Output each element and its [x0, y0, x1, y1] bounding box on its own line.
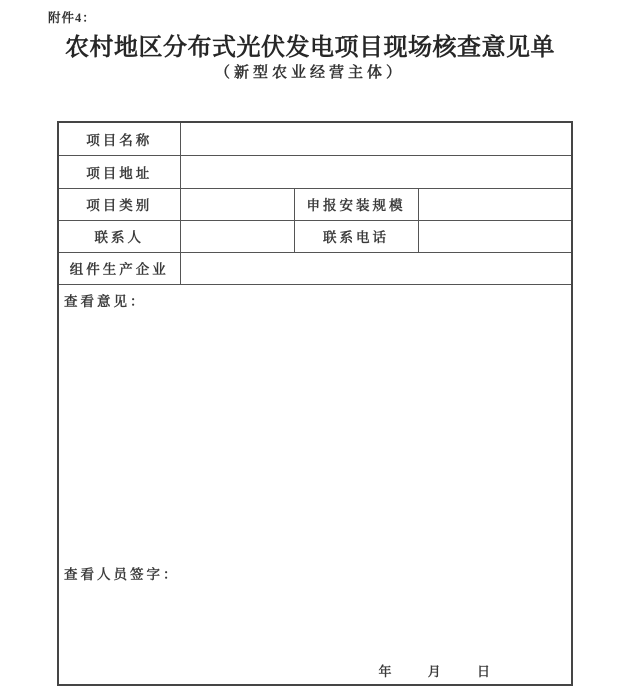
module-manufacturer-value [180, 252, 572, 284]
signer-label: 查看人员签字： [64, 566, 180, 582]
contact-person-value [180, 220, 294, 252]
table-row-project-address [58, 155, 572, 188]
table-row-opinion [58, 284, 572, 685]
opinion-label: 查看意见： [64, 293, 147, 309]
date-line [378, 661, 493, 680]
project-name-value [180, 122, 572, 155]
attachment-label: 附件4： [48, 11, 96, 25]
table-row-project-name [58, 122, 572, 155]
project-address-value [180, 155, 572, 188]
project-category-value [180, 188, 294, 220]
date-month-label: 月 [427, 664, 444, 679]
project-category-label: 项目类别 [58, 188, 180, 220]
page-title: 农村地区分布式光伏发电项目现场核查意见单 [65, 34, 555, 61]
contact-phone-value [418, 220, 572, 252]
contact-person-label: 联系人 [58, 220, 180, 252]
declared-scale-value [418, 188, 572, 220]
table-row-project-category [58, 188, 572, 220]
opinion-cell [58, 284, 572, 685]
module-manufacturer-label: 组件生产企业 [58, 252, 180, 284]
table-row-contact [58, 220, 572, 252]
page-subtitle: （新型农业经营主体） [214, 64, 405, 81]
project-name-label: 项目名称 [58, 122, 180, 155]
table-row-module-manufacturer [58, 252, 572, 284]
declared-scale-label: 申报安装规模 [294, 188, 418, 220]
project-address-label: 项目地址 [58, 155, 180, 188]
date-day-label: 日 [476, 664, 493, 679]
date-year-label: 年 [378, 664, 395, 679]
form-table [57, 121, 573, 686]
contact-phone-label: 联系电话 [294, 220, 418, 252]
